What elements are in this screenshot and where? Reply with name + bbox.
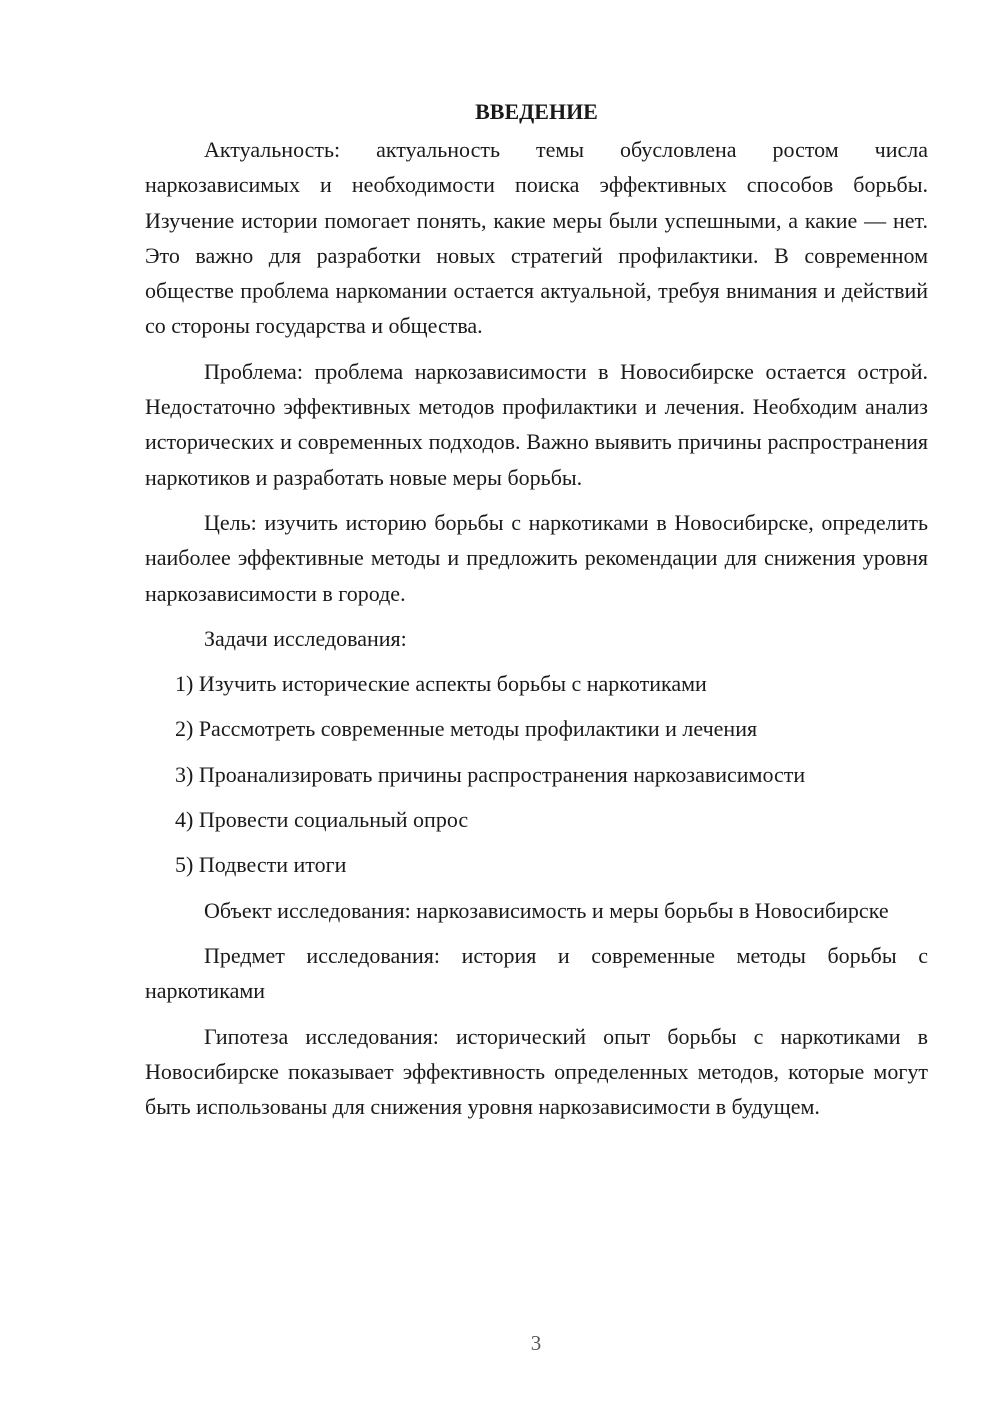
relevance-paragraph: Актуальность: актуальность темы обусловлена ростом числа наркозависимых и необходимости поиска эффективных способов борьбы. Изучение истории помогает понять, какие меры были успешными, а какие — нет. Это важно для разработки новых стратегий профилактики. В современном обществе проблема наркомании остается актуальной, требуя внимания и действий со стороны государства и общества.	[145, 137, 928, 339]
tasks-heading: Задачи исследования:	[204, 625, 407, 651]
task-item: 2) Рассмотреть современные методы профилактики и лечения	[175, 716, 758, 742]
object-paragraph: Объект исследования: наркозависимость и меры борьбы в Новосибирске	[204, 897, 889, 923]
problem-paragraph: Проблема: проблема наркозависимости в Новосибирске остается острой. Недостаточно эффективных методов профилактики и лечения. Необходим анализ исторических и современных подходов. Важно выявить причины распространения наркотиков и разработать новые меры борьбы.	[145, 358, 928, 490]
tasks-list	[145, 666, 928, 882]
document-page	[145, 95, 928, 1134]
task-item: 4) Провести социальный опрос	[175, 807, 469, 833]
page-number: 3	[530, 1331, 542, 1355]
section-title: ВВЕДЕНИЕ	[475, 99, 598, 124]
goal-paragraph: Цель: изучить историю борьбы с наркотиками в Новосибирске, определить наиболее эффективные методы и предложить рекомендации для снижения уровня наркозависимости в городе.	[145, 509, 928, 606]
task-item: 3) Проанализировать причины распространения наркозависимости	[175, 761, 806, 787]
subject-paragraph: Предмет исследования: история и современные методы борьбы с наркотиками	[145, 942, 928, 1004]
task-item: 5) Подвести итоги	[175, 852, 347, 878]
hypothesis-paragraph: Гипотеза исследования: исторический опыт борьбы с наркотиками в Новосибирске показывает эффективность определенных методов, которые могут быть использованы для снижения уровня наркозависимости в будущем.	[145, 1023, 928, 1120]
task-item: 1) Изучить исторические аспекты борьбы с наркотиками	[175, 671, 707, 697]
